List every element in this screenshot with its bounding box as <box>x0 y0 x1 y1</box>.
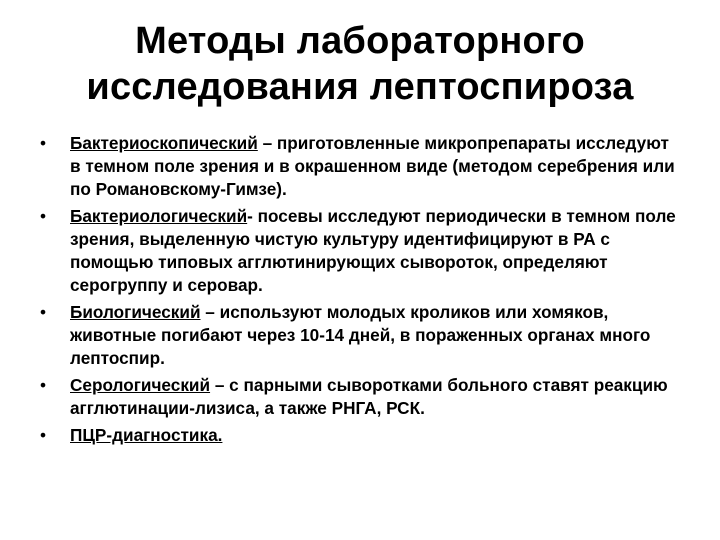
bullet-list <box>40 132 680 451</box>
method-term: ПЦР-диагностика. <box>70 425 223 445</box>
method-term: Серологический <box>70 375 211 395</box>
bullet-item-bacterioscopic <box>40 132 680 201</box>
bullet-item-bacteriological <box>40 205 680 297</box>
method-term: Биологический <box>70 302 201 322</box>
bullet-dot-icon: • <box>40 302 47 322</box>
method-term: Бактериологический <box>70 206 248 226</box>
method-description: – с парными сыворотками больного ставят реакцию агглютинации-лизиса, а также РНГА, РСК. <box>70 375 668 418</box>
bullet-dot-icon: • <box>40 206 47 226</box>
slide-title <box>20 18 700 110</box>
method-description: - посевы исследуют периодически в темном поле зрения, выделенную чистую культуру идентифицируют в РА с помощью типовых агглютинирующих сывороток, определяют серогруппу и серовар. <box>70 206 676 295</box>
bullet-dot-icon: • <box>40 425 47 445</box>
method-description: – используют молодых кроликов или хомяков, животные погибают через 10-14 дней, в пораженных органах много лептоспир. <box>70 302 651 368</box>
bullet-item-pcr <box>40 424 680 447</box>
method-term: Бактериоскопический <box>70 133 258 153</box>
title-line-2: исследования лептоспироза <box>86 66 634 108</box>
bullet-item-serological <box>40 374 680 420</box>
method-description: – приготовленные микропрепараты исследуют в темном поле зрения и в окрашенном виде (методом серебрения или по Романовскому-Гимзе). <box>70 133 675 199</box>
bullet-dot-icon: • <box>40 375 47 395</box>
bullet-item-biological <box>40 301 680 370</box>
title-line-1: Методы лабораторного <box>135 20 585 62</box>
bullet-dot-icon: • <box>40 133 47 153</box>
